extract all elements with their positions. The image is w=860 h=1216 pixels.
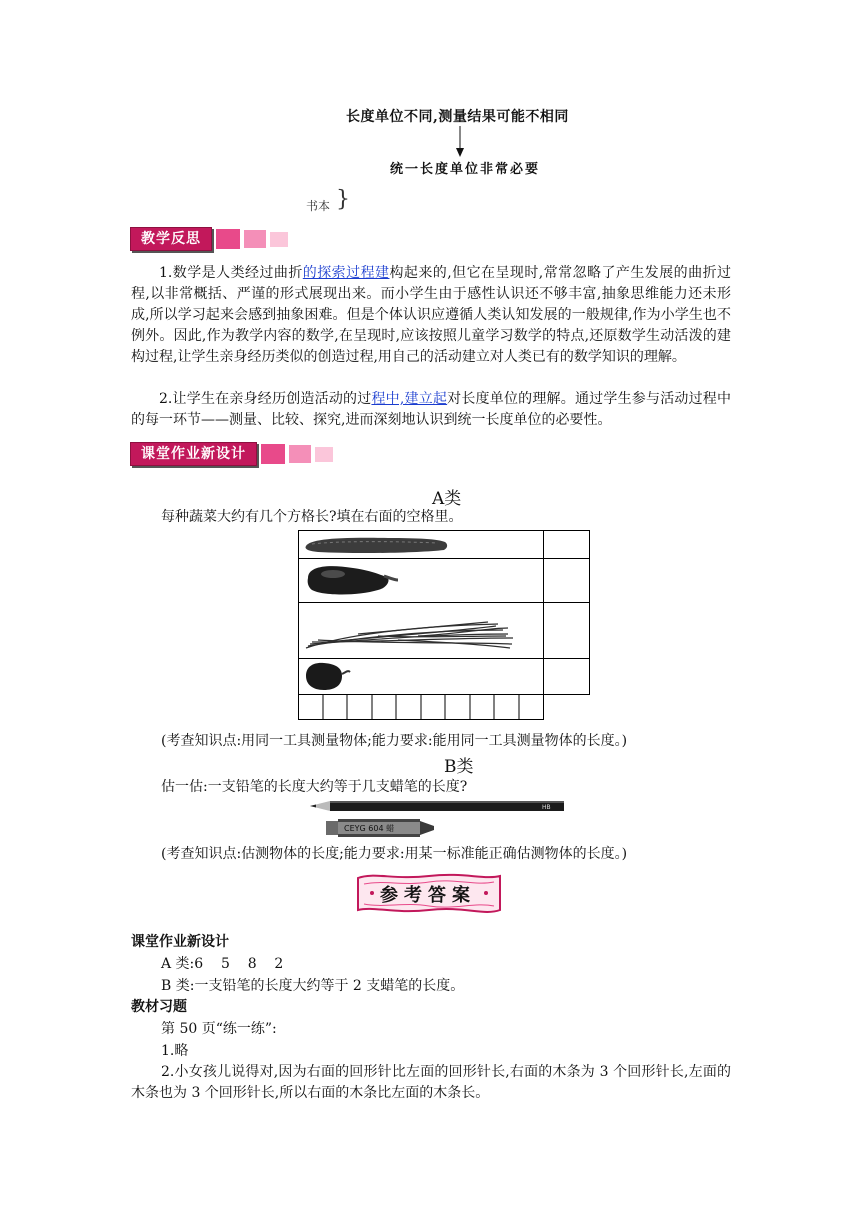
class-a-heading: A类 (432, 489, 462, 509)
decor-square (315, 447, 333, 462)
answer-cell-cucumber (544, 531, 590, 559)
decor-square (289, 445, 311, 463)
answers-heading-homework: 课堂作业新设计 (131, 934, 229, 950)
decor-square (261, 444, 285, 464)
crayon-image (326, 817, 436, 839)
class-a-note: (考查知识点:用同一工具测量物体;能力要求:能用同一工具测量物体的长度。) (161, 733, 628, 749)
section-title-reflection: 教学反思 (130, 227, 212, 251)
flow-bottom-text: 统一长度单位非常必要 (390, 162, 541, 177)
chives-image (306, 622, 513, 648)
pencil-image (310, 797, 570, 815)
class-b-note: (考查知识点:估测物体的长度;能力要求:用某一标准能正确估测物体的长度。) (161, 846, 628, 862)
measure-grid (299, 695, 544, 720)
brace-mark: } (336, 187, 350, 212)
row-chives (299, 603, 544, 659)
decor-square (216, 229, 240, 249)
pepper-image (306, 663, 350, 690)
section-title-homework: 课堂作业新设计 (130, 442, 257, 466)
answers-b-line: B 类:一支铅笔的长度大约等于 2 支蜡笔的长度。 (161, 978, 465, 994)
section-header-reflection (130, 229, 288, 249)
flow-arrow-icon (455, 126, 465, 158)
reflection-paragraph-2: 2.让学生在亲身经历创造活动的过程中,建立起对长度单位的理解。通过学生参与活动过程中的每一环节——测量、比较、探究,进而深刻地认识到统一长度单位的必要性。 (131, 391, 732, 428)
decor-square (244, 230, 266, 248)
answers-title: 参考答案 (380, 885, 476, 906)
section-header-homework (130, 444, 333, 464)
decor-square (270, 232, 288, 247)
class-a-prompt: 每种蔬菜大约有几个方格长?填在右面的空格里。 (161, 509, 463, 525)
answer-cell-eggplant (544, 559, 590, 603)
answer-cell-pepper (544, 659, 590, 695)
answers-item-1: 1.略 (161, 1043, 189, 1059)
pencil-label: HB (542, 804, 551, 811)
flow-top-text: 长度单位不同,测量结果可能不相同 (346, 109, 569, 125)
vegetable-grid (298, 530, 590, 720)
link-process[interactable]: 程中,建立起 (371, 391, 448, 407)
cucumber-image (306, 538, 448, 553)
answers-page-ref: 第 50 页“练一练”: (161, 1021, 277, 1037)
answers-a-line: A 类:6 5 8 2 (161, 956, 284, 972)
reflection-paragraph-1: 1.数学是人类经过曲折的探索过程建构起来的,但它在呈现时,常常忽略了产生发展的曲折过程,以非常概括、严谨的形式展现出来。而小学生由于感性认识还不够丰富,抽象思维能力还未形成,所以学习起来会感到抽象困难。但是个体认识应遵循人类认知发展的一般规律,作为小学生也不例外。因此,作为教学内容的数学,在呈现时,应该按照儿童学习数学的特点,还原数学生动活泼的建构过程,让学生亲身经历类似的创造过程,用自己的活动建立对人类已有的数学知识的理解。 (131, 265, 732, 365)
crayon-label: CEYG 604 蜡 (344, 824, 395, 833)
answers-item-2: 2.小女孩儿说得对,因为右面的回形针比左面的回形针长,右面的木条为 3 个回形针长,左面的木条也为 3 个回形针长,所以右面的木条比左面的木条长。 (131, 1064, 731, 1101)
eggplant-image (308, 566, 398, 594)
class-b-prompt: 估一估:一支铅笔的长度大约等于几支蜡笔的长度? (161, 779, 468, 795)
class-b-heading: B类 (444, 757, 474, 777)
link-exploration[interactable]: 的探索过程建 (302, 265, 390, 281)
answers-heading-textbook: 教材习题 (131, 999, 187, 1015)
bookmark-label: 书本 (306, 199, 331, 213)
answer-cell-chives (544, 603, 590, 659)
